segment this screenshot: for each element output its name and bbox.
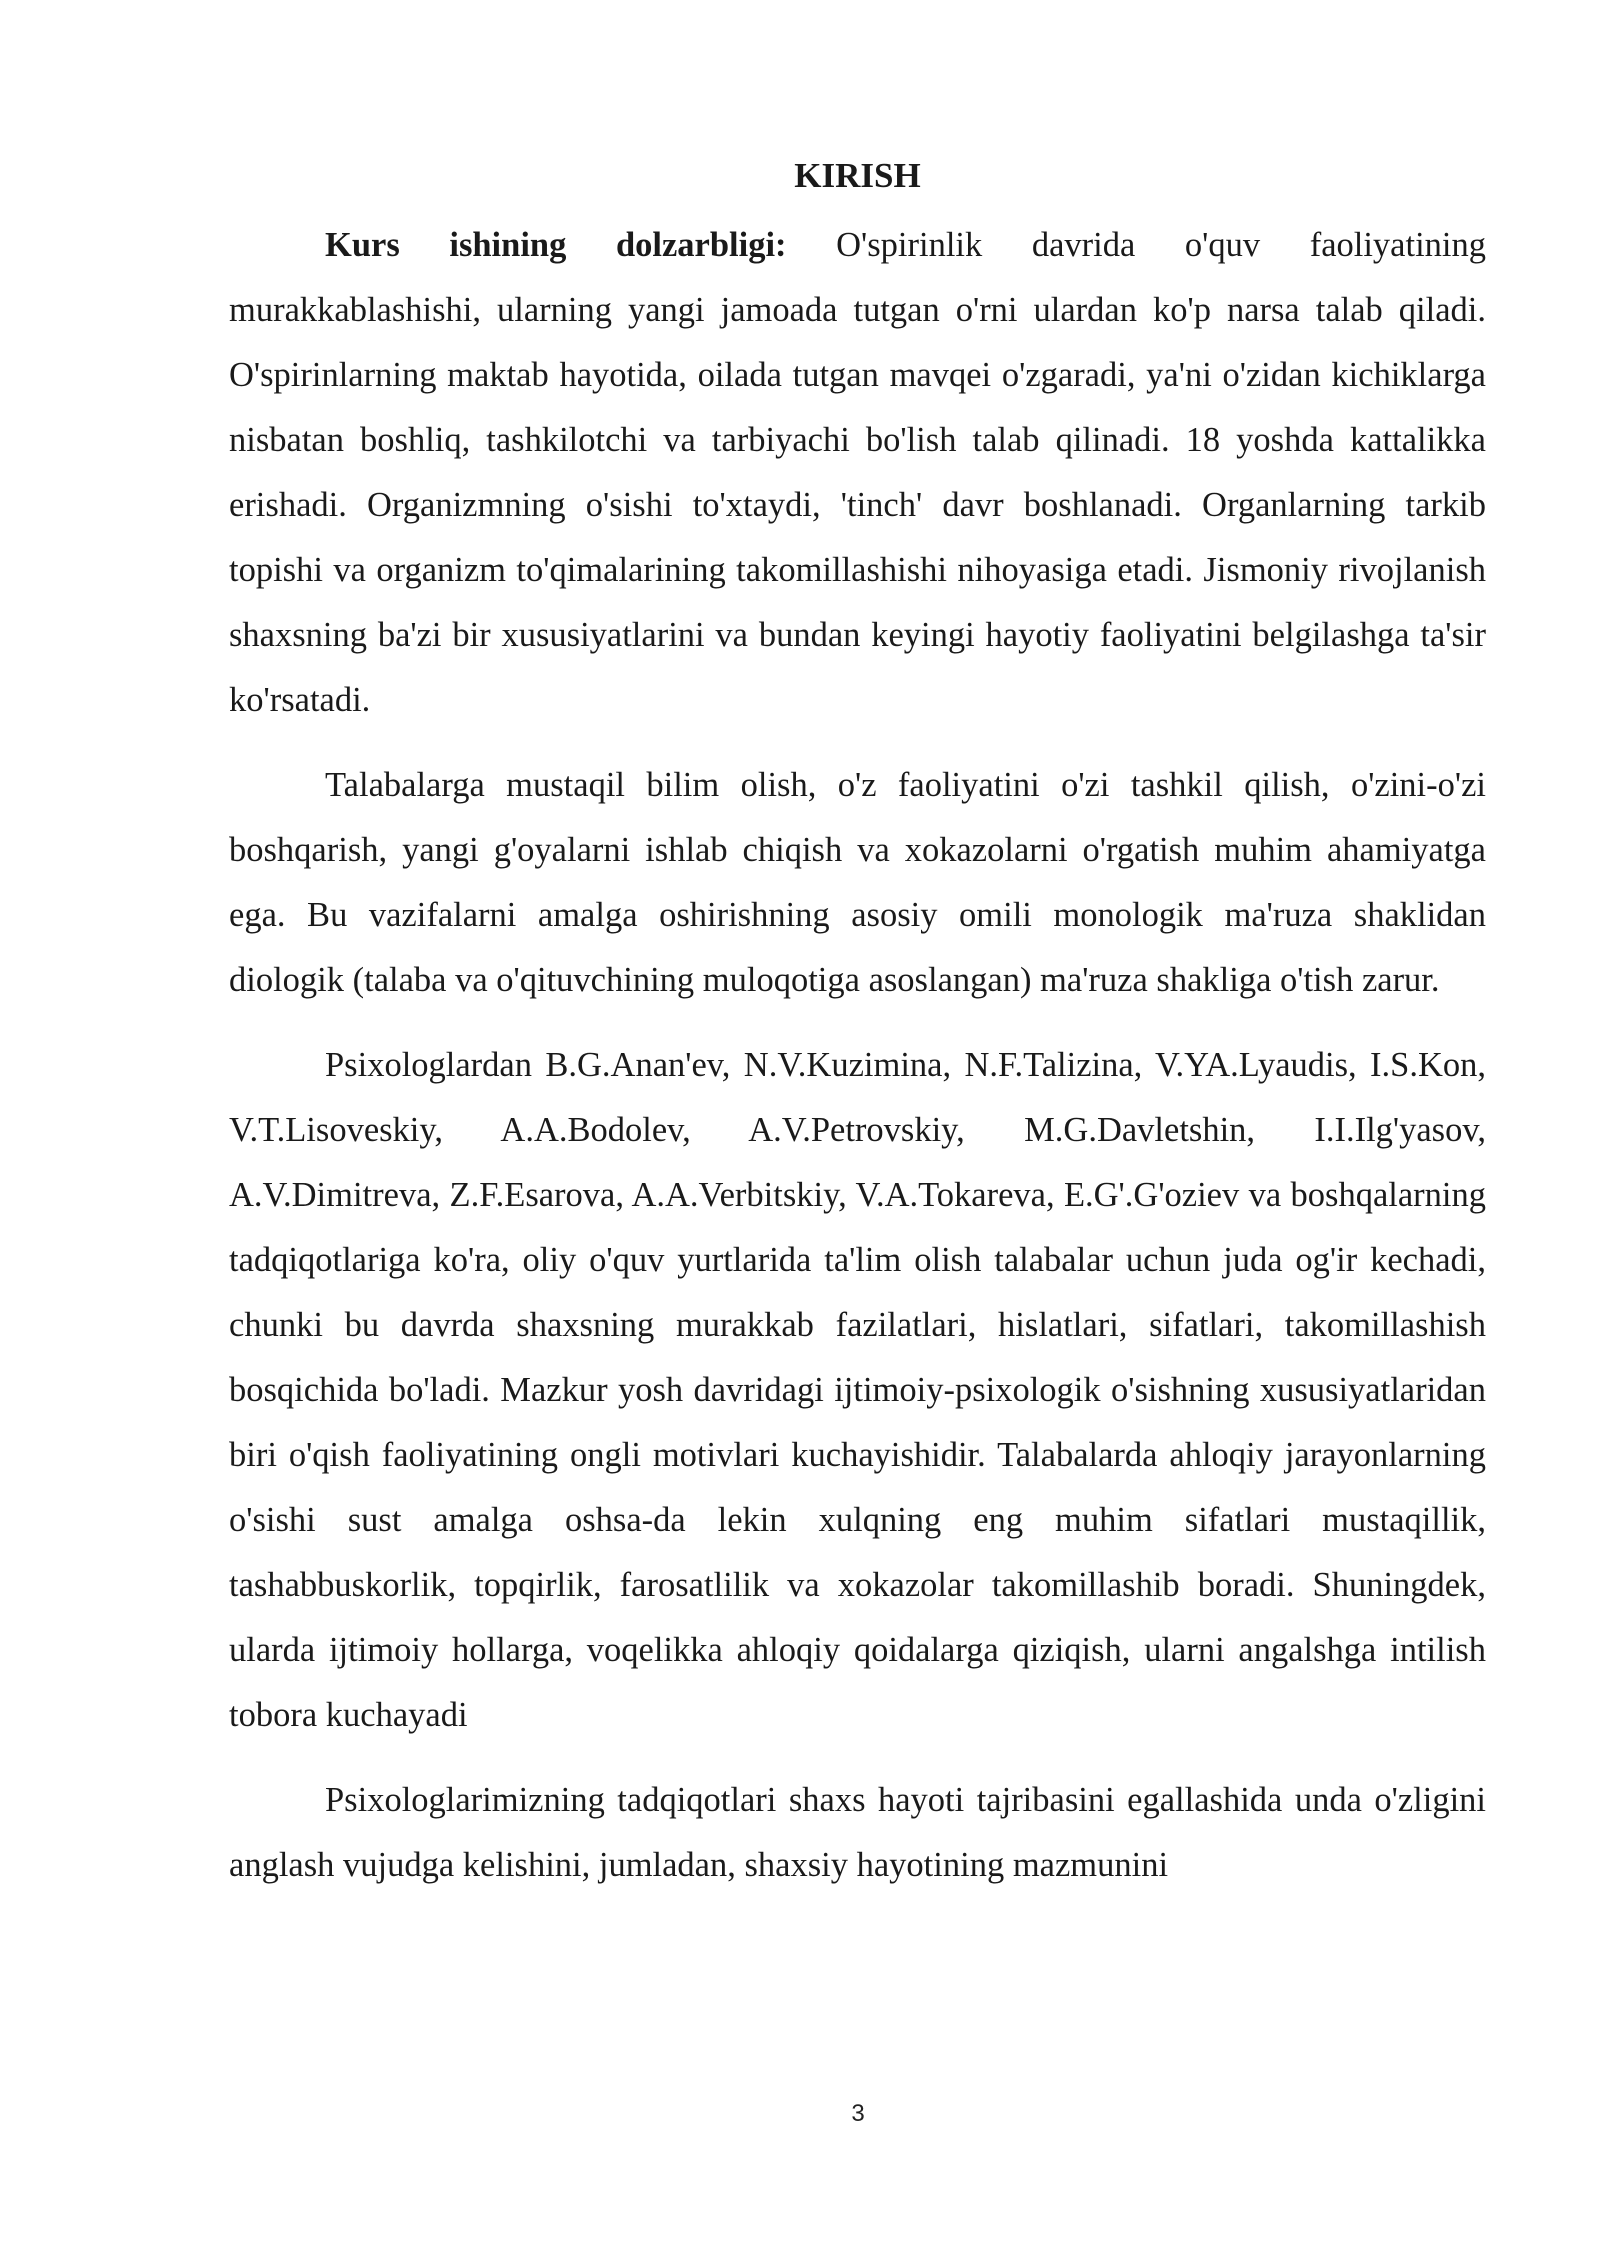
paragraph-students: Talabalarga mustaqil bilim olish, o'z faoliyatini o'zi tashkil qilish, o'zini-o'zi boshqarish, yangi g'oyalarni ishlab chiqish va xokazolarni o'rgatish muhim ahamiyatga ega. Bu vazifalarni amalga oshirishning asosiy omili monologik ma'ruza shaklidan diologik (talaba va o'qituvchining muloqotiga asoslangan) ma'ruza shakliga o'tish zarur. (229, 766, 1486, 999)
page-content (229, 148, 1486, 1918)
paragraph-research: Psixologlarimizning tadqiqotlari shaxs hayoti tajribasini egallashida unda o'zligini anglash vujudga kelishini, jumladan, shaxsiy hayotining mazmunini (229, 1781, 1486, 1884)
paragraph-text: O'spirinlik davrida o'quv faoliyatining murakkablashishi, ularning yangi jamoada tutgan o'rni ulardan ko'p narsa talab qiladi. O'spirinlarning maktab hayotida, oilada tutgan mavqei o'zgaradi, ya'ni o'zidan kichiklarga nisbatan boshliq, tashkilotchi va tarbiyachi bo'lish talab qilinadi. 18 yoshda kattalikka erishadi. Organizmning o'sishi to'xtaydi, 'tinch' davr boshlanadi. Organlarning tarkib topishi va organizm to'qimalarining takomillashishi nihoyasiga etadi. Jismoniy rivojlanish shaxsning ba'zi bir xususiyatlarini va bundan keyingi hayotiy faoliyatini belgilashga ta'sir ko'rsatadi. (229, 226, 1486, 719)
paragraph-psychologists: Psixologlardan B.G.Anan'ev, N.V.Kuzimina, N.F.Talizina, V.YA.Lyaudis, I.S.Kon, V.T.Lisoveskiy, A.A.Bodolev, A.V.Petrovskiy, M.G.Davletshin, I.I.Ilg'yasov, A.V.Dimitreva, Z.F.Esarova, A.A.Verbitskiy, V.A.Tokareva, E.G'.G'oziev va boshqalarning tadqiqotlariga ko'ra, oliy o'quv yurtlarida ta'lim olish talabalar uchun juda og'ir kechadi, chunki bu davrda shaxsning murakkab fazilatlari, hislatlari, sifatlari, takomillashish bosqichida bo'ladi. Mazkur yosh davridagi ijtimoiy-psixologik o'sishning xususiyatlaridan biri o'qish faoliyatining ongli motivlari kuchayishidir. Talabalarda ahloqiy jarayonlarning o'sishi sust amalga oshsa-da lekin xulqning eng muhim sifatlari mustaqillik, tashabbuskorlik, topqirlik, farosatlilik va xokazolar takomillashib boradi. Shuningdek, ularda ijtimoiy hollarga, voqelikka ahloqiy qoidalarga qiziqish, ularni angalshga intilish tobora kuchayadi (229, 1046, 1486, 1734)
paragraph-relevance (229, 213, 1486, 733)
page-number: 3 (851, 2100, 865, 2127)
paragraph-lead: Kurs ishining dolzarbligi: (325, 226, 787, 264)
section-title: KIRISH (794, 156, 921, 195)
